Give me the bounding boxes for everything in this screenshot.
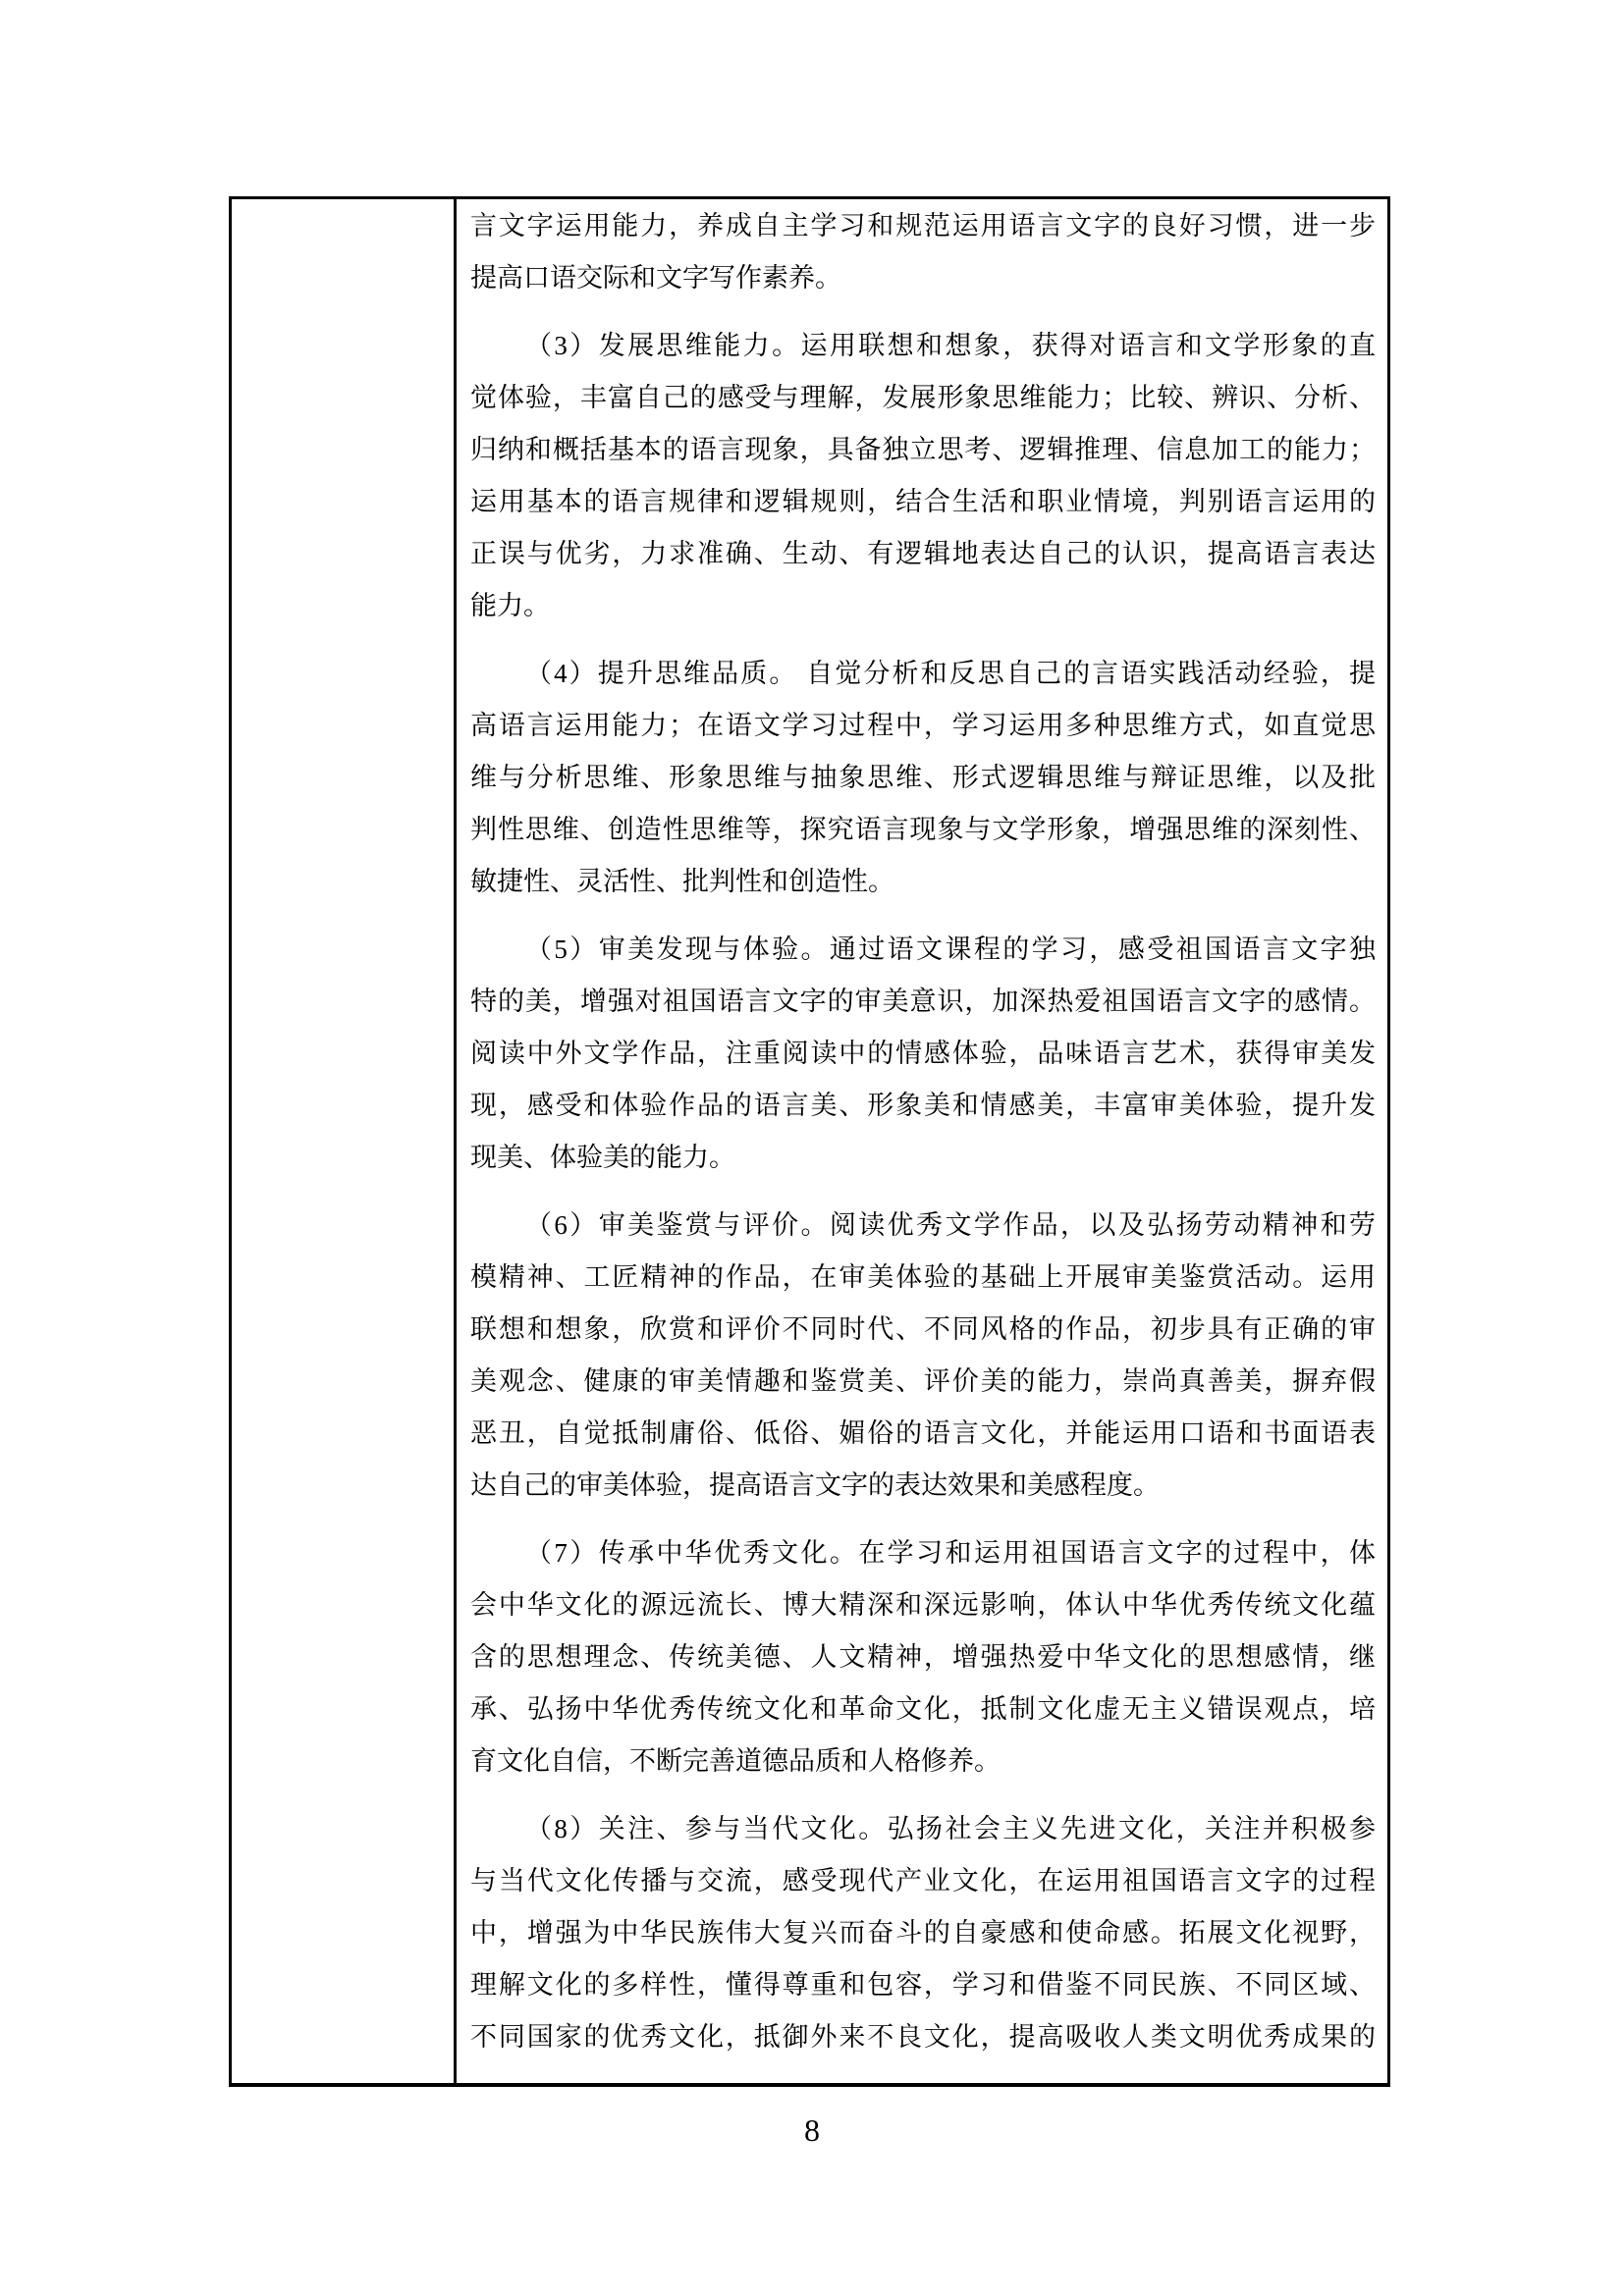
table-cell-body (457, 199, 1387, 2083)
text-line: 归纳和概括基本的语言现象，具备独立思考、逻辑推理、信息加工的能力； (470, 435, 1376, 464)
paragraph (470, 1527, 1376, 1788)
text-line: 与当代文化传播与交流，感受现代产业文化，在运用祖国语言文字的过程 (470, 1866, 1376, 1896)
text-line: （3）发展思维能力。运用联想和想象，获得对语言和文学形象的直 (525, 331, 1376, 360)
paragraph (470, 924, 1376, 1184)
text-line: （8）关注、参与当代文化。弘扬社会主义先进文化，关注并积极参 (525, 1814, 1376, 1843)
text-line: （6）审美鉴赏与评价。阅读优秀文学作品，以及弘扬劳动精神和劳 (525, 1210, 1376, 1240)
text-line: （7）传承中华优秀文化。在学习和运用祖国语言文字的过程中，体 (525, 1538, 1376, 1568)
text-line: 美观念、健康的审美情趣和鉴赏美、评价美的能力，崇尚真善美，摒弃假 (470, 1366, 1376, 1396)
text-line: 提高口语交际和文字写作素养。 (470, 263, 841, 293)
text-line: 不同国家的优秀文化，抵御外来不良文化，提高吸收人类文明优秀成果的 (470, 2022, 1376, 2052)
text-line: 阅读中外文学作品，注重阅读中的情感体验，品味语言艺术，获得审美发 (470, 1039, 1376, 1068)
text-line: 现，感受和体验作品的语言美、形象美和情感美，丰富审美体验，提升发 (470, 1091, 1376, 1120)
paragraph (470, 1200, 1376, 1512)
paragraph (470, 1803, 1376, 2063)
text-line: 维与分析思维、形象思维与抽象思维、形式逻辑思维与辩证思维，以及批 (470, 763, 1376, 792)
text-line: 承、弘扬中华优秀传统文化和革命文化，抵制文化虚无主义错误观点，培 (470, 1694, 1376, 1724)
text-line: （5）审美发现与体验。通过语文课程的学习，感受祖国语言文字独 (525, 934, 1376, 964)
text-line: 敏捷性、灵活性、批判性和创造性。 (470, 867, 894, 896)
paragraph (470, 200, 1376, 304)
content-table (229, 196, 1390, 2087)
text-line: 育文化自信，不断完善道德品质和人格修养。 (470, 1746, 1001, 1776)
text-line: 会中华文化的源远流长、博大精深和深远影响，体认中华优秀传统文化蕴 (470, 1590, 1376, 1620)
text-line: 言文字运用能力，养成自主学习和规范运用语言文字的良好习惯，进一步 (470, 211, 1376, 240)
paragraph (470, 648, 1376, 908)
text-line: 能力。 (470, 591, 550, 620)
text-line: 理解文化的多样性，懂得尊重和包容，学习和借鉴不同民族、不同区域、 (470, 1970, 1376, 2000)
paragraph (470, 320, 1376, 632)
text-line: 联想和想象，欣赏和评价不同时代、不同风格的作品，初步具有正确的审 (470, 1314, 1376, 1344)
table-cell-left (232, 199, 457, 2083)
text-line: 模精神、工匠精神的作品，在审美体验的基础上开展审美鉴赏活动。运用 (470, 1262, 1376, 1292)
text-line: 达自己的审美体验，提高语言文字的表达效果和美感程度。 (470, 1470, 1160, 1500)
text-line: 中，增强为中华民族伟大复兴而奋斗的自豪感和使命感。拓展文化视野， (470, 1918, 1376, 1948)
text-line: 特的美，增强对祖国语言文字的审美意识，加深热爱祖国语言文字的感情。 (470, 987, 1376, 1016)
page-number: 8 (804, 2112, 820, 2148)
text-line: 含的思想理念、传统美德、人文精神，增强热爱中华文化的思想感情，继 (470, 1642, 1376, 1672)
text-line: 觉体验，丰富自己的感受与理解，发展形象思维能力；比较、辨识、分析、 (470, 383, 1376, 412)
text-line: 判性思维、创造性思维等，探究语言现象与文学形象，增强思维的深刻性、 (470, 815, 1376, 844)
text-line: 正误与优劣，力求准确、生动、有逻辑地表达自己的认识，提高语言表达 (470, 539, 1376, 568)
text-line: 运用基本的语言规律和逻辑规则，结合生活和职业情境，判别语言运用的 (470, 487, 1376, 516)
text-line: 高语言运用能力；在语文学习过程中，学习运用多种思维方式，如直觉思 (470, 711, 1376, 740)
text-line: 恶丑，自觉抵制庸俗、低俗、媚俗的语言文化，并能运用口语和书面语表 (470, 1418, 1376, 1448)
text-line: 现美、体验美的能力。 (470, 1143, 735, 1172)
text-line: （4）提升思维品质。 自觉分析和反思自己的言语实践活动经验，提 (525, 659, 1376, 688)
